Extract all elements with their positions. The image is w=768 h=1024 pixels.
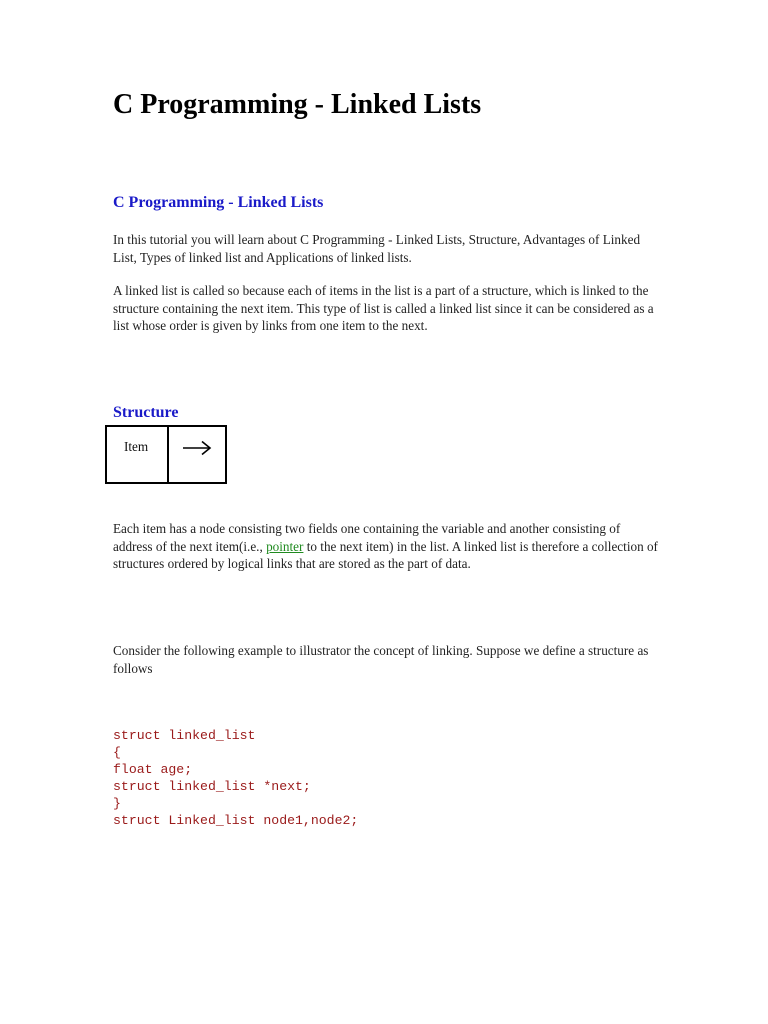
structure-heading: Structure — [113, 404, 179, 421]
page-title: C Programming - Linked Lists — [113, 89, 482, 120]
code-line: { — [113, 745, 121, 760]
node-structure-diagram — [105, 425, 227, 484]
intro-paragraph: In this tutorial you will learn about C Programming - Linked Lists, Structure, Advantages of Linked List, Types of linked list and Applications of linked lists. — [113, 232, 641, 265]
diagram-item-label: Item — [124, 439, 149, 454]
node-text-after-link: to the next item) in the list. A linked list is therefore a collection of structures ordered by logical links that are stored as the part of data. — [113, 538, 658, 571]
right-arrow-icon — [182, 440, 212, 456]
code-line: struct linked_list — [113, 728, 256, 743]
example-paragraph: Consider the following example to illustrator the concept of linking. Suppose we define a structure as follows — [113, 643, 649, 676]
node-paragraph — [113, 520, 658, 573]
code-line: float age; — [113, 762, 193, 777]
pointer-link[interactable]: pointer — [266, 538, 304, 554]
code-line: } — [113, 796, 121, 811]
code-block — [113, 727, 358, 829]
diagram-pointer-cell — [169, 427, 225, 482]
node-text-before-link: Each item has a node consisting two fields one containing the variable and another consisting of address of the next item(i.e., — [113, 521, 621, 554]
code-line: struct linked_list *next; — [113, 779, 311, 794]
definition-paragraph: A linked list is called so because each of items in the list is a part of a structure, which is linked to the structure containing the next item. This type of list is called a linked list since it can be considered as a list whose order is given by links from one item to the next. — [113, 283, 654, 333]
section-heading: C Programming - Linked Lists — [113, 194, 324, 211]
code-line: struct Linked_list node1,node2; — [113, 813, 359, 828]
diagram-item-cell — [107, 427, 169, 482]
